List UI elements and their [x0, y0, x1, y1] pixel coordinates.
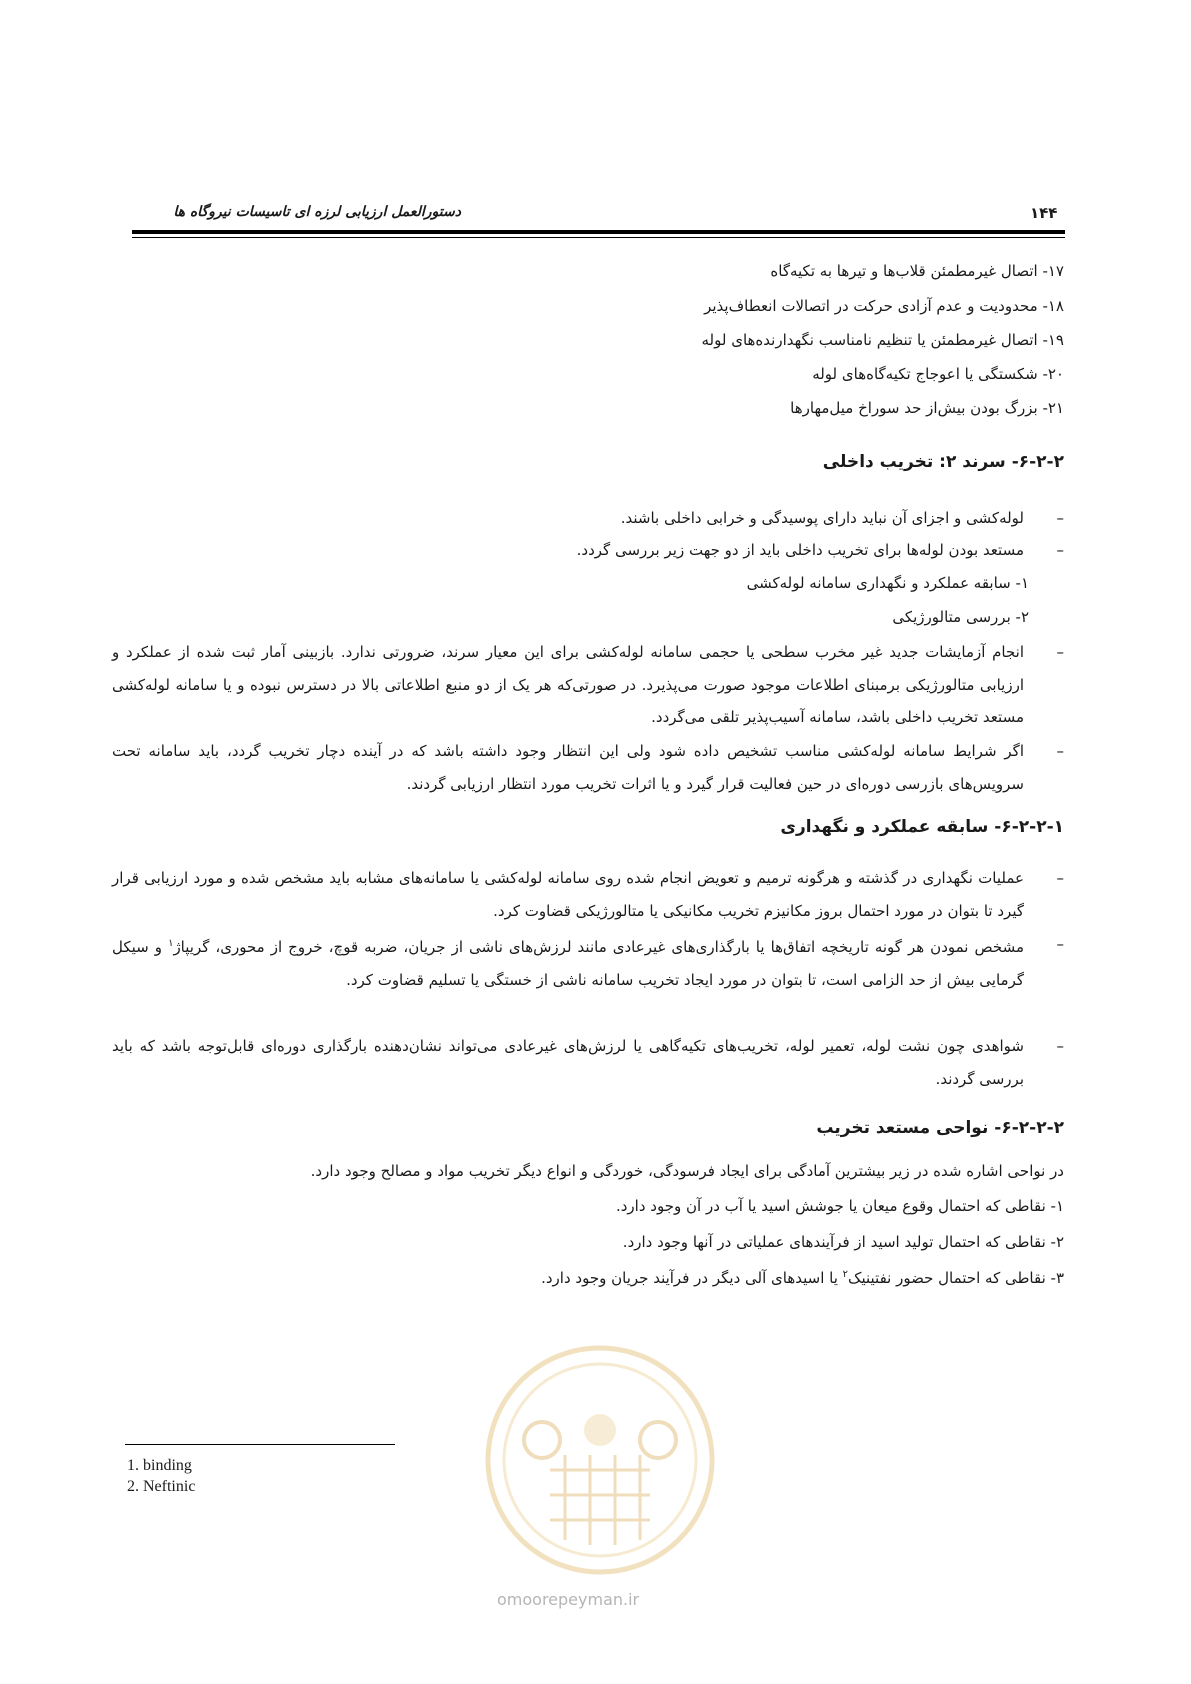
bullet-dash: – [1056, 1037, 1064, 1055]
footnote: 1. binding [127, 1457, 192, 1474]
header-rule-thin [132, 237, 1065, 238]
bullet-item [112, 862, 1064, 927]
bullet-text: انجام آزمایشات جدید غیر مخرب سطحی یا حجمی سامانه لوله‌کشی برای این معیار سرند، ضرورتی ندارد. بازبینی آمار ثبت شده از عملکرد و ارزیابی متالورژیکی برمبنای اطلاعات موجود صورت می‌پذیرد. در صورتی‌که هر یک از دو منبع اطلاعاتی بالا در دسترس نبوده و یا سامانه لوله‌کشی مستعد تخریب داخلی باشد، سامانه آسیب‌پذیر تلقی می‌گردد. [112, 643, 1024, 726]
bullet-text-part: مشخص نمودن هر گونه تاریخچه اتفاق‌ها یا بارگذاری‌های غیرعادی مانند لرزش‌های ناشی از جریان، ضربه قوچ، خروج از محوری، گریپاژ [173, 938, 1024, 956]
list-item: ۲۰- شکستگی یا اعوجاج تکیه‌گاه‌های لوله [812, 365, 1064, 383]
subsection-heading: ۶-۲-۲-۲- نواحی مستعد تخریب [816, 1118, 1064, 1138]
bullet-dash: – [1056, 643, 1064, 661]
list-item: ۱۸- محدودیت و عدم آزادی حرکت در اتصالات انعطاف‌پذیر [704, 297, 1064, 315]
bullet-text: شواهدی چون نشت لوله، تعمیر لوله، تخریب‌های تکیه‌گاهی یا لرزش‌های غیرعادی می‌تواند نشان‌دهنده بارگذاری دوره‌ای قابل‌توجه باشد که باید بررسی گردند. [112, 1037, 1024, 1088]
paragraph: در نواحی اشاره شده در زیر بیشترین آمادگی برای ایجاد فرسودگی، خوردگی و انواع دیگر تخریب مواد و مصالح وجود دارد. [310, 1162, 1064, 1180]
bullet-text: مستعد بودن لوله‌ها برای تخریب داخلی باید از دو جهت زیر بررسی گردد. [576, 541, 1024, 559]
list-item-part: ۳- نقاطی که احتمال حضور نفتینیک [848, 1269, 1064, 1287]
sub-list-item: ۲- بررسی متالورژیکی [892, 608, 1029, 626]
bullet-text: عملیات نگهداری در گذشته و هرگونه ترمیم و تعویض انجام شده روی سامانه لوله‌کشی یا سامانه‌های مشابه باید مشخص شده و مورد ارزیابی قرار گیرد تا بتوان در مورد احتمال بروز مکانیزم تخریب مکانیکی یا متالورژیکی قضاوت کرد. [112, 869, 1024, 920]
running-title: دستورالعمل ارزیابی لرزه ای تاسیسات نیروگاه ها [173, 204, 461, 220]
footnote-ref: ۲ [842, 1269, 849, 1280]
bullet-item [112, 735, 1064, 800]
bullet-item [112, 534, 1064, 567]
subsection-heading: ۶-۲-۲-۱- سابقه عملکرد و نگهداری [780, 817, 1064, 837]
list-item: ۲- نقاطی که احتمال تولید اسید از فرآیندهای عملیاتی در آنها وجود دارد. [622, 1233, 1064, 1251]
bullet-item [112, 1030, 1064, 1095]
list-item: ۱۹- اتصال غیرمطمئن یا تنظیم نامناسب نگهدارنده‌های لوله [701, 331, 1064, 349]
footnotes [127, 1455, 195, 1497]
bullet-dash: – [1056, 509, 1064, 527]
footnote: 2. Neftinic [127, 1478, 196, 1495]
section-heading: ۶-۲-۲- سرند ۲: تخریب داخلی [822, 452, 1064, 472]
watermark-seal [480, 1340, 720, 1580]
bullet-dash: – [1056, 869, 1064, 887]
footnote-ref: ۱ [168, 938, 174, 949]
list-item: ۱۷- اتصال غیرمطمئن قلاب‌ها و تیرها به تکیه‌گاه [770, 262, 1064, 280]
bullet-item [112, 928, 1064, 996]
header-rule-thick [132, 230, 1065, 234]
page-number: ۱۴۴ [1030, 204, 1058, 222]
bullet-dash: – [1056, 742, 1064, 760]
list-item [541, 1269, 1064, 1287]
footnote-rule [125, 1444, 395, 1445]
bullet-dash: – [1056, 935, 1064, 953]
bullet-item [112, 636, 1064, 734]
list-item-part: یا اسیدهای آلی دیگر در فرآیند جریان وجود دارد. [541, 1269, 843, 1287]
bullet-text: اگر شرایط سامانه لوله‌کشی مناسب تشخیص داده شود ولی این انتظار وجود داشته باشد که در آینده دچار تخریب گردد، باید سامانه تحت سرویس‌های بازرسی دوره‌ای در حین فعالیت قرار گیرد و یا اثرات تخریب مورد انتظار ارزیابی گردند. [112, 742, 1024, 793]
bullet-text-part: و سیکل گرمایی بیش از حد الزامی است، تا بتوان در مورد ایجاد تخریب سامانه ناشی از خستگی یا تسلیم قضاوت کرد. [112, 938, 1024, 989]
bullet-dash: – [1056, 541, 1064, 559]
list-item: ۲۱- بزرگ بودن بیش‌از حد سوراخ میل‌مهارها [790, 399, 1064, 417]
watermark-url: omoorepeyman.ir [497, 1590, 640, 1609]
bullet-text: لوله‌کشی و اجزای آن نباید دارای پوسیدگی و خرابی داخلی باشند. [620, 509, 1024, 527]
bullet-item [112, 502, 1064, 535]
sub-list-item: ۱- سابقه عملکرد و نگهداری سامانه لوله‌کشی [746, 574, 1029, 592]
list-item: ۱- نقاطی که احتمال وقوع میعان یا جوشش اسید یا آب در آن وجود دارد. [615, 1197, 1064, 1215]
bullet-text [112, 928, 1024, 996]
